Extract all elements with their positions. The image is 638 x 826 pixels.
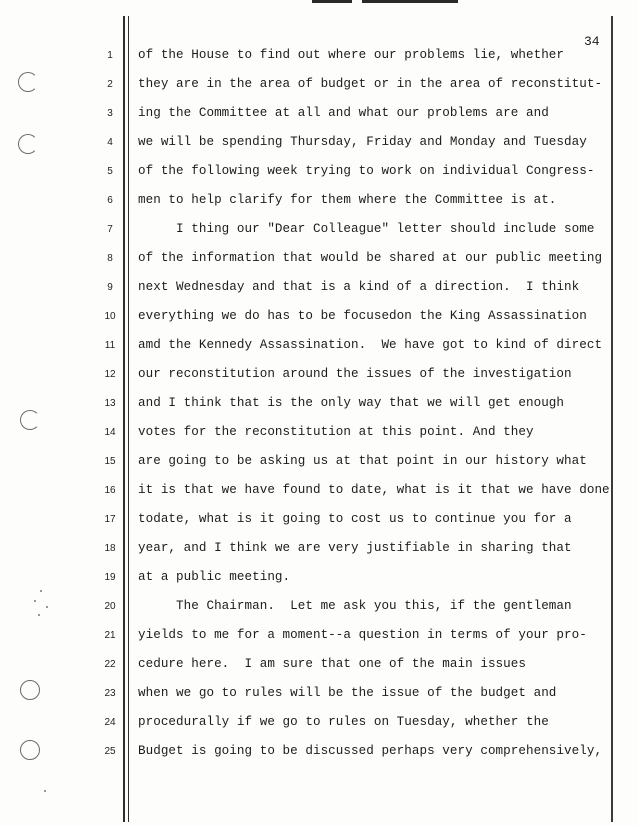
line-number: 5 [107,166,113,177]
line-number: 12 [104,369,116,380]
hole-punch-mark [20,410,40,430]
scan-speck [46,606,48,608]
hole-punch-mark [18,72,38,92]
line-number: 16 [104,485,116,496]
scan-speck [44,790,46,792]
right-margin-rule [611,16,613,822]
transcript-line: year, and I think we are very justifiable in sharing that [138,541,572,555]
transcript-line: everything we do has to be focusedon the King Assassination [138,309,587,323]
transcript-line: procedurally if we go to rules on Tuesday, whether the [138,715,549,729]
top-ink-mark [312,0,352,3]
scan-speck [34,600,36,602]
line-number: 1 [107,50,113,61]
line-number: 3 [107,108,113,119]
page-number: 34 [584,34,600,49]
transcript-line: The Chairman. Let me ask you this, if the gentleman [138,599,572,613]
line-number: 21 [104,630,116,641]
transcript-line: I thing our "Dear Colleague" letter should include some [138,222,595,236]
transcript-line: our reconstitution around the issues of the investigation [138,367,572,381]
top-ink-mark [362,0,458,3]
line-number: 23 [104,688,116,699]
transcript-line: amd the Kennedy Assassination. We have got to kind of direct [138,338,603,352]
hole-punch-mark [18,134,38,154]
transcript-line: yields to me for a moment--a question in terms of your pro- [138,628,587,642]
transcript-line: cedure here. I am sure that one of the main issues [138,657,526,671]
line-number: 18 [104,543,116,554]
transcript-line: they are in the area of budget or in the area of reconstitut- [138,77,603,91]
transcript-line: we will be spending Thursday, Friday and Monday and Tuesday [138,135,587,149]
line-number: 22 [104,659,116,670]
line-number: 9 [107,282,113,293]
scan-speck [38,614,40,616]
line-number: 24 [104,717,116,728]
transcript-line: of the House to find out where our problems lie, whether [138,48,565,62]
line-number: 4 [107,137,113,148]
transcript-line: at a public meeting. [138,570,291,584]
hole-punch-mark [20,740,40,760]
transcript-line: todate, what is it going to cost us to continue you for a [138,512,572,526]
line-number: 2 [107,79,113,90]
left-margin-rule-inner [128,16,129,822]
transcript-line: next Wednesday and that is a kind of a direction. I think [138,280,580,294]
line-number: 7 [107,224,113,235]
transcript-line: votes for the reconstitution at this point. And they [138,425,534,439]
transcript-line: of the information that would be shared at our public meeting [138,251,603,265]
line-number: 17 [104,514,116,525]
line-number: 6 [107,195,113,206]
line-number: 14 [104,427,116,438]
transcript-line: men to help clarify for them where the Committee is at. [138,193,557,207]
transcript-line: when we go to rules will be the issue of the budget and [138,686,557,700]
transcript-line: and I think that is the only way that we will get enough [138,396,565,410]
line-number: 10 [104,311,116,322]
line-number: 15 [104,456,116,467]
line-number: 11 [104,340,116,351]
transcript-line: Budget is going to be discussed perhaps very comprehensively, [138,744,603,758]
transcript-line: of the following week trying to work on individual Congress- [138,164,595,178]
scan-speck [40,590,42,592]
line-number: 20 [104,601,116,612]
line-number: 19 [104,572,116,583]
hole-punch-mark [20,680,40,700]
line-number: 25 [104,746,116,757]
transcript-line: it is that we have found to date, what is it that we have done [138,483,610,497]
transcript-line: ing the Committee at all and what our problems are and [138,106,549,120]
line-number: 13 [104,398,116,409]
transcript-line: are going to be asking us at that point in our history what [138,454,587,468]
line-number: 8 [107,253,113,264]
